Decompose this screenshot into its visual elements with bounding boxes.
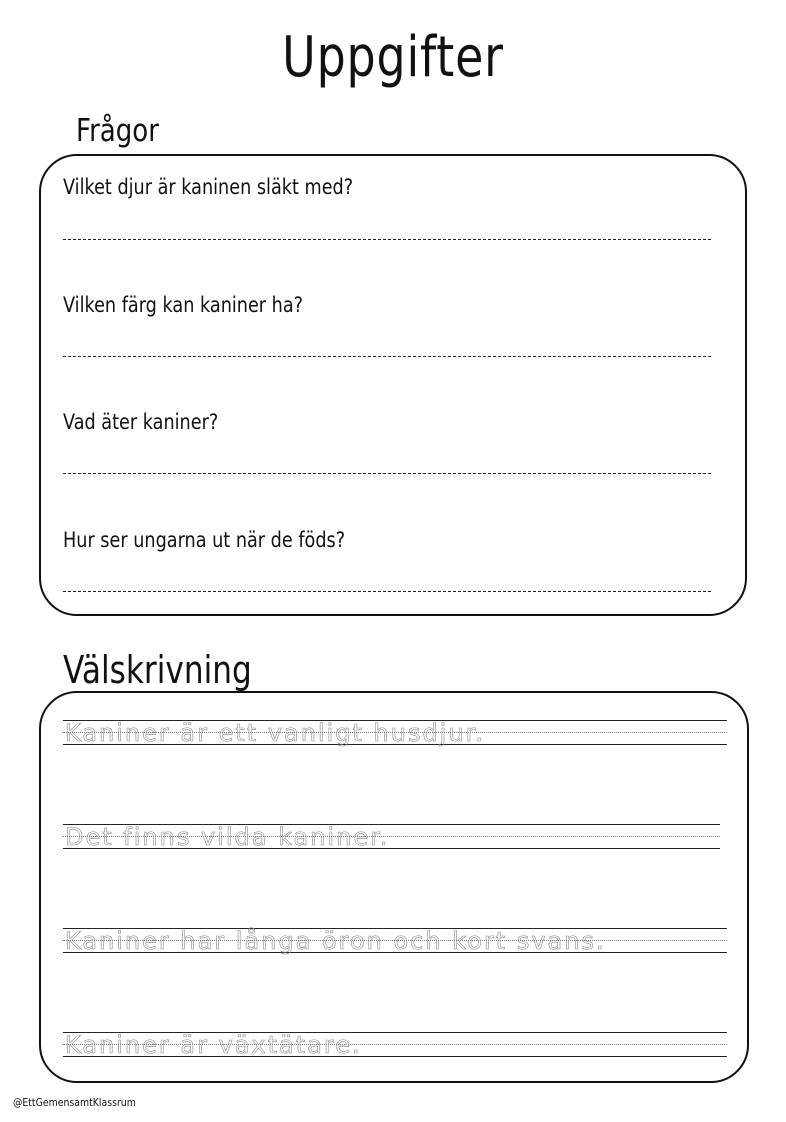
questions-heading: Frågor: [76, 113, 159, 149]
question-3: Vad äter kaniner?: [63, 410, 219, 434]
answer-line-3[interactable]: [63, 473, 711, 474]
question-2: Vilken färg kan kaniner ha?: [63, 293, 304, 317]
handwriting-row-4[interactable]: [63, 1031, 727, 1059]
handwriting-row-1[interactable]: [63, 719, 727, 747]
question-4: Hur ser ungarna ut när de föds?: [63, 528, 346, 552]
handwriting-box: [39, 691, 749, 1083]
question-1: Vilket djur är kaninen släkt med?: [63, 175, 354, 199]
trace-sentence-4: Kaniner är växtätare.: [65, 1031, 362, 1059]
trace-sentence-3: Kaniner har långa öron och kort svans.: [65, 927, 606, 955]
handwriting-row-3[interactable]: [63, 927, 727, 955]
trace-sentence-1: Kaniner är ett vanligt husdjur.: [65, 719, 485, 747]
page-title: Uppgifter: [282, 25, 504, 90]
handwriting-heading: Välskrivning: [63, 648, 252, 692]
answer-line-4[interactable]: [63, 591, 711, 592]
answer-line-2[interactable]: [63, 356, 711, 357]
footer-credit: @EttGemensamtKlassrum: [13, 1096, 136, 1109]
answer-line-1[interactable]: [63, 239, 711, 240]
handwriting-row-2[interactable]: [63, 823, 720, 851]
trace-sentence-2: Det finns vilda kaniner.: [65, 823, 390, 851]
